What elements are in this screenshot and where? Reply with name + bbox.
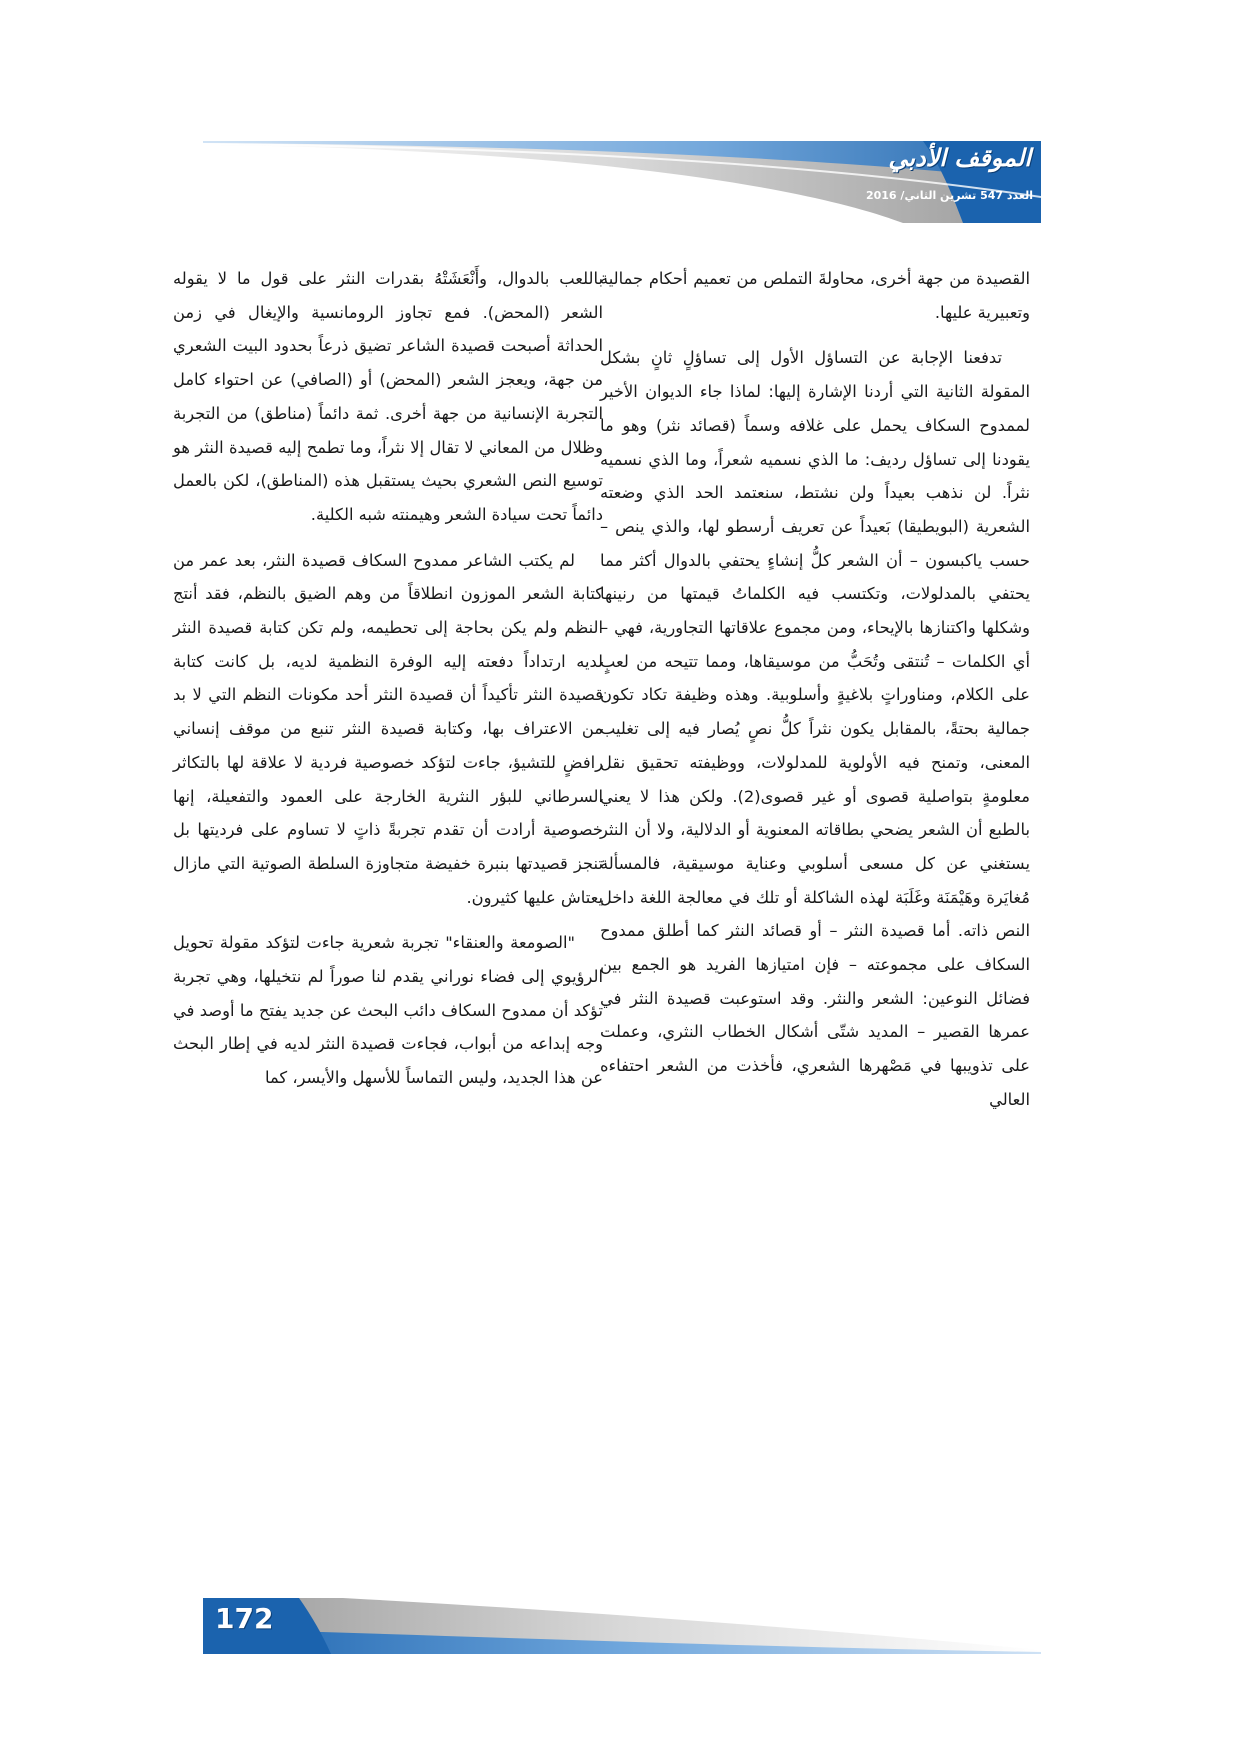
paragraph: القصيدة من جهة أخرى، محاولةَ التملص من تعميم أحكام جمالية وتعبيرية عليها. xyxy=(600,269,1030,322)
paragraph: لم يكتب الشاعر ممدوح السكاف قصيدة النثر، بعد عمر من كتابة الشعر الموزون انطلاقاً من وهم الضيق بالنظم، فقد أنتج النظم ولم يكن بحاجة إلى تحطيمه، ولم تكن كتابة قصيدة النثر لديه ارتداداً دفعته إليه الوفرة النظمية لديه، بل كانت كتابة قصيدة النثر تأكيداً أن قصيدة النثر أحد مكونات النظم التي لا بد من الاعتراف بها، وكتابة قصيدة النثر تنبع من موقف إنساني رافضٍ للتشيؤ، جاءت لتؤكد خصوصية فردية لا علاقة لها بالتكاثر السرطاني للبؤر النثرية الخارجة على العمود والتفعيلة، إنها خصوصية أرادت أن تقدم تجربةً ذاتٍ لا تساوم على فرديتها بل تنجز قصيدتها بنبرة خفيضة متجاوزة السلطة الصوتية التي مازال يعتاش عليها كثيرون. xyxy=(173,550,603,907)
paragraph: تدفعنا الإجابة عن التساؤل الأول إلى تساؤلٍ ثانٍ بشكل المقولة الثانية التي أردنا الإشارة إليها: لماذا جاء الديوان الأخير لممدوح السكاف يحمل على غلافه وسماً (قصائد نثر) وهو ما يقودنا إلى تساؤل رديف: ما الذي نسميه شعراً، وما الذي نسميه نثراً. لن نذهب بعيداً ولن نشتط، سنعتمد الحد الذي وضعته الشعرية (البويطيقا) بَعيداً عن تعريف أرسطو لها، والذي ينص – حسب ياكبسون – أن الشعر كلُّ إنشاءٍ يحتفي بالدوال أكثر مما يحتفي بالمدلولات، وتكتسب فيه الكلماتُ قيمتها من رنينها وشكلها واكتنازها بالإيحاء، ومن مجموع علاقاتها التجاورية، فهي – أي الكلمات – تُنتقى وتُحَبُّ من موسيقاها، ومما تتيحه من لعبٍ على الكلام، ومناوراتٍ بلاغيةٍ وأسلوبية. وهذه وظيفة تكاد تكون جمالية بحتةً، بالمقابل يكون نثراً كلُّ نصٍ يُصار فيه إلى تغليب المعنى، وتمنح فيه الأولوية للمدلولات، ووظيفته تحقيق نقل معلومةٍ بتواصلية قصوى أو غير قصوى(2). ولكن هذا لا يعني بالطبع أن الشعر يضحي بطاقاته المعنوية أو الدلالية، ولا أن النثر يستغني عن كل مسعى أسلوبي وعناية موسيقية، فالمسألة مُغايَرة وهَيْمَنَة وغَلَبَة لهذه الشاكلة أو تلك في معالجة اللغة داخل النص ذاته. أما قصيدة النثر – أو قصائد النثر كما أطلق ممدوح السكاف على مجموعته – فإن امتيازها الفريد هو الجمع بين فضائل النوعين: الشعر والنثر. وقد استوعبت قصيدة النثر في عمرها القصير – المديد شتّى أشكال الخطاب النثري، وعملت على تذويبها في مَصْهرها الشعري، فأخذت من الشعر احتفاءه العالي xyxy=(600,348,1030,1109)
footer-banner xyxy=(203,1598,1041,1654)
paragraph-gap xyxy=(173,914,603,926)
text-column-right xyxy=(600,262,1030,1117)
footer-swoosh xyxy=(203,1598,1041,1654)
issue-line: العدد 547 تشرين الثاني/ 2016 xyxy=(865,189,1033,202)
paragraph-gap xyxy=(173,532,603,544)
magazine-logo: الموقف الأدبي xyxy=(888,144,1031,172)
header-banner xyxy=(203,141,1041,223)
page-number: 172 xyxy=(215,1602,274,1635)
paragraph: "الصومعة والعنقاء" تجربة شعرية جاءت لتؤكد مقولة تحويل الرؤيوي إلى فضاء نوراني يقدم لنا صوراً لم نتخيلها، وهي تجربة تؤكد أن ممدوح السكاف دائب البحث عن جديد يفتح ما أوصد في وجه إبداعه من أبواب، فجاءت قصيدة النثر لديه في إطار البحث عن هذا الجديد، وليس التماساً للأسهل والأيسر، كما xyxy=(173,933,603,1088)
paragraph: باللعب بالدوال، وأَنْعَشَتْهُ بقدرات النثر على قول ما لا يقوله الشعر (المحض). فمع تجاوز الرومانسية والإيغال في زمن الحداثة أصبحت قصيدة الشاعر تضيق ذرعاً بحدود البيت الشعري من جهة، ويعجز الشعر (المحض) أو (الصافي) عن احتواء كامل التجربة الإنسانية من جهة أخرى. ثمة دائماً (مناطق) من التجربة وظلال من المعاني لا تقال إلا نثراً، وما تطمح إليه قصيدة النثر هو توسيع النص الشعري بحيث يستقبل هذه (المناطق)، لكن بالعمل دائماً تحت سيادة الشعر وهيمنته شبه الكلية. xyxy=(173,269,603,524)
text-column-left xyxy=(173,262,603,1095)
paragraph-gap xyxy=(600,329,1030,341)
